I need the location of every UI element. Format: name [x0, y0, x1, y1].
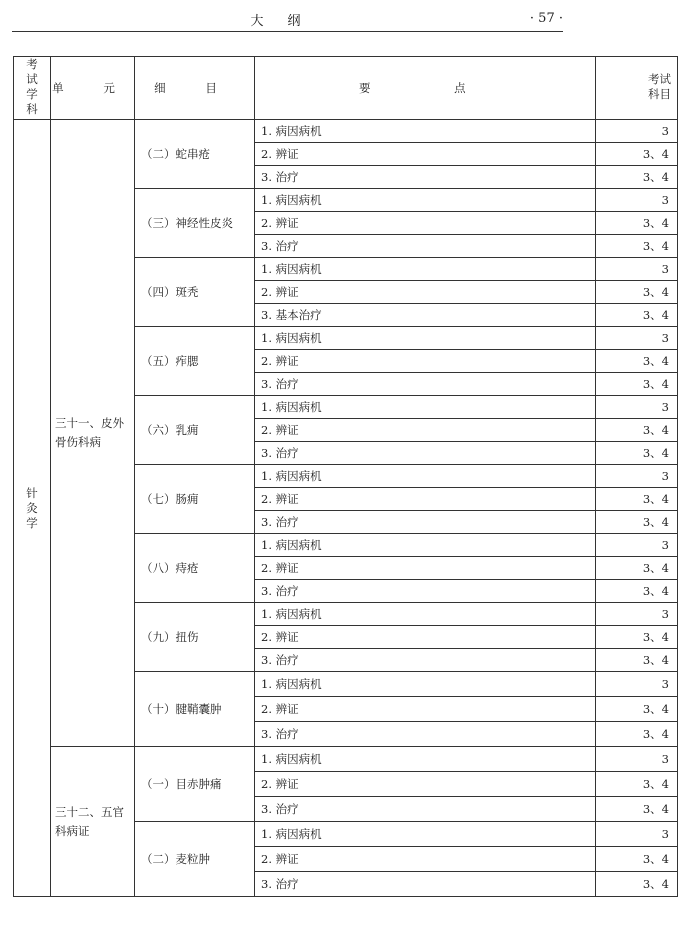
exam-level-cell: 3: [596, 534, 678, 557]
point-cell: 2. 辨证: [255, 419, 596, 442]
page-header-title: 大纲: [250, 14, 325, 29]
point-cell: 2. 辨证: [255, 557, 596, 580]
exam-level-cell: 3、4: [596, 697, 678, 722]
detail-cell: （五）痄腮: [135, 327, 255, 396]
column-header-detail: 细 目: [135, 57, 255, 120]
point-cell: 2. 辨证: [255, 488, 596, 511]
detail-cell: （十）腱鞘囊肿: [135, 672, 255, 747]
exam-level-cell: 3、4: [596, 350, 678, 373]
exam-level-cell: 3、4: [596, 772, 678, 797]
point-cell: 3. 治疗: [255, 166, 596, 189]
point-cell: 3. 基本治疗: [255, 304, 596, 327]
point-cell: 3. 治疗: [255, 373, 596, 396]
point-cell: 2. 辨证: [255, 143, 596, 166]
table-row: [14, 120, 678, 143]
detail-cell: （八）痔疮: [135, 534, 255, 603]
exam-level-cell: 3: [596, 120, 678, 143]
detail-cell: （二）麦粒肿: [135, 822, 255, 897]
subject-label: 针灸学: [26, 485, 38, 530]
point-cell: 3. 治疗: [255, 649, 596, 672]
exam-level-cell: 3、4: [596, 373, 678, 396]
point-cell: 3. 治疗: [255, 872, 596, 897]
subject-cell: [14, 120, 51, 897]
point-cell: 3. 治疗: [255, 442, 596, 465]
point-cell: 3. 治疗: [255, 580, 596, 603]
table-body: [14, 120, 678, 897]
exam-level-cell: 3: [596, 822, 678, 847]
detail-cell: （七）肠痈: [135, 465, 255, 534]
exam-level-cell: 3、4: [596, 419, 678, 442]
unit-cell: 三十二、五官科病证: [51, 747, 135, 897]
exam-level-cell: 3、4: [596, 143, 678, 166]
header-rule: [12, 31, 563, 32]
point-cell: 3. 治疗: [255, 722, 596, 747]
point-cell: 2. 辨证: [255, 772, 596, 797]
exam-level-cell: 3、4: [596, 847, 678, 872]
column-header-exam-level: 考试科目: [596, 57, 678, 120]
table-header-row: [14, 57, 678, 120]
exam-level-cell: 3: [596, 465, 678, 488]
point-cell: 3. 治疗: [255, 511, 596, 534]
exam-level-cell: 3: [596, 747, 678, 772]
exam-level-cell: 3、4: [596, 626, 678, 649]
point-cell: 1. 病因病机: [255, 120, 596, 143]
point-cell: 2. 辨证: [255, 626, 596, 649]
table-row: [14, 747, 678, 772]
point-cell: 3. 治疗: [255, 797, 596, 822]
column-header-subject: 考试学科: [14, 57, 51, 120]
exam-level-cell: 3、4: [596, 304, 678, 327]
detail-cell: （一）目赤肿痛: [135, 747, 255, 822]
detail-cell: （二）蛇串疮: [135, 120, 255, 189]
exam-level-cell: 3: [596, 603, 678, 626]
exam-level-cell: 3、4: [596, 580, 678, 603]
column-header-points: 要 点: [255, 57, 596, 120]
exam-level-cell: 3、4: [596, 281, 678, 304]
point-cell: 1. 病因病机: [255, 189, 596, 212]
point-cell: 1. 病因病机: [255, 672, 596, 697]
point-cell: 2. 辨证: [255, 697, 596, 722]
exam-level-cell: 3、4: [596, 797, 678, 822]
point-cell: 1. 病因病机: [255, 396, 596, 419]
page-number: · 57 ·: [529, 11, 563, 26]
exam-level-cell: 3、4: [596, 511, 678, 534]
point-cell: 1. 病因病机: [255, 747, 596, 772]
point-cell: 1. 病因病机: [255, 534, 596, 557]
exam-level-cell: 3、4: [596, 488, 678, 511]
exam-level-cell: 3、4: [596, 722, 678, 747]
point-cell: 1. 病因病机: [255, 603, 596, 626]
exam-level-cell: 3: [596, 258, 678, 281]
point-cell: 1. 病因病机: [255, 258, 596, 281]
detail-cell: （九）扭伤: [135, 603, 255, 672]
detail-cell: （四）斑秃: [135, 258, 255, 327]
exam-level-cell: 3、4: [596, 166, 678, 189]
detail-cell: （六）乳痈: [135, 396, 255, 465]
exam-level-cell: 3: [596, 327, 678, 350]
point-cell: 2. 辨证: [255, 847, 596, 872]
exam-level-cell: 3、4: [596, 235, 678, 258]
point-cell: 3. 治疗: [255, 235, 596, 258]
exam-level-cell: 3、4: [596, 557, 678, 580]
exam-level-cell: 3、4: [596, 212, 678, 235]
point-cell: 1. 病因病机: [255, 465, 596, 488]
detail-cell: （三）神经性皮炎: [135, 189, 255, 258]
point-cell: 2. 辨证: [255, 212, 596, 235]
exam-level-cell: 3: [596, 396, 678, 419]
point-cell: 2. 辨证: [255, 281, 596, 304]
exam-level-cell: 3、4: [596, 442, 678, 465]
point-cell: 1. 病因病机: [255, 327, 596, 350]
exam-level-cell: 3、4: [596, 649, 678, 672]
exam-level-cell: 3: [596, 672, 678, 697]
column-header-unit: 单 元: [51, 57, 135, 120]
syllabus-table: [13, 56, 678, 897]
exam-level-cell: 3、4: [596, 872, 678, 897]
exam-level-cell: 3: [596, 189, 678, 212]
point-cell: 2. 辨证: [255, 350, 596, 373]
unit-cell: 三十一、皮外骨伤科病: [51, 120, 135, 747]
point-cell: 1. 病因病机: [255, 822, 596, 847]
